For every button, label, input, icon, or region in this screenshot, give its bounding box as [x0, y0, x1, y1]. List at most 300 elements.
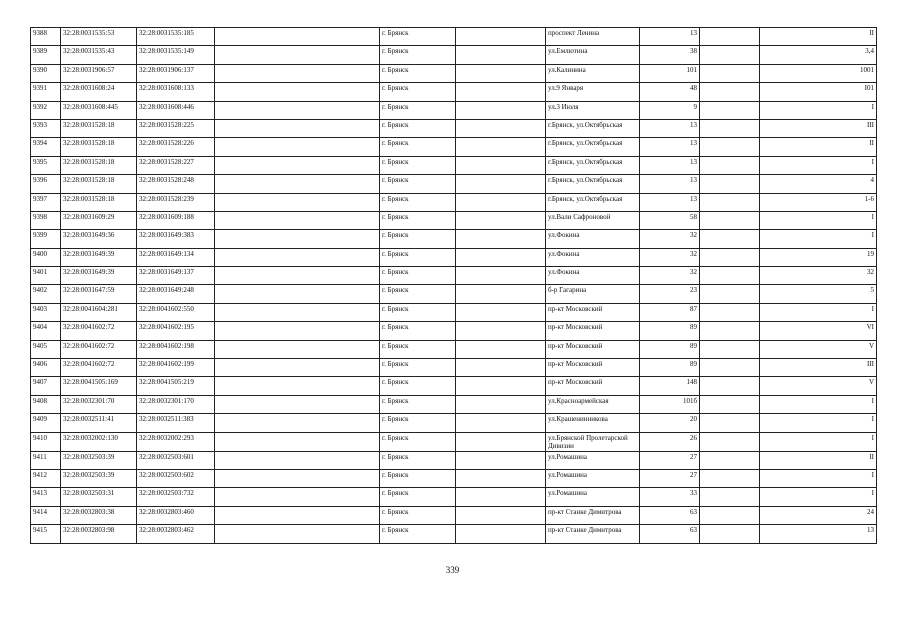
- row-number-cell: 9401: [31, 267, 61, 285]
- empty-cell: [215, 230, 380, 248]
- city-cell: г. Брянск: [380, 488, 456, 506]
- street-cell: ул.Фокина: [546, 248, 640, 266]
- house-cell: 13: [640, 193, 700, 211]
- object-cadastral-cell: 32:28:0032803:462: [137, 525, 215, 543]
- empty-cell: [456, 359, 546, 377]
- row-number-cell: 9399: [31, 230, 61, 248]
- empty-cell: [215, 303, 380, 321]
- city-cell: г. Брянск: [380, 506, 456, 524]
- empty-cell: [700, 138, 760, 156]
- premises-cell: I: [760, 488, 877, 506]
- object-cadastral-cell: 32:28:0031528:248: [137, 175, 215, 193]
- empty-cell: [456, 451, 546, 469]
- row-number-cell: 9397: [31, 193, 61, 211]
- empty-cell: [700, 267, 760, 285]
- table-row: [31, 193, 877, 211]
- empty-cell: [215, 119, 380, 137]
- object-cadastral-cell: 32:28:0032503:602: [137, 469, 215, 487]
- house-cell: 148: [640, 377, 700, 395]
- street-cell: ул.Калинина: [546, 64, 640, 82]
- object-cadastral-cell: 32:28:0032511:383: [137, 414, 215, 432]
- empty-cell: [215, 267, 380, 285]
- table-row: [31, 230, 877, 248]
- object-cadastral-cell: 32:28:0032803:460: [137, 506, 215, 524]
- row-number-cell: 9400: [31, 248, 61, 266]
- empty-cell: [700, 395, 760, 413]
- empty-cell: [700, 303, 760, 321]
- empty-cell: [456, 64, 546, 82]
- empty-cell: [456, 414, 546, 432]
- empty-cell: [215, 211, 380, 229]
- empty-cell: [700, 340, 760, 358]
- empty-cell: [215, 488, 380, 506]
- table-row: [31, 211, 877, 229]
- parcel-cadastral-cell: 32:28:0031608:24: [61, 83, 137, 101]
- empty-cell: [700, 230, 760, 248]
- empty-cell: [215, 414, 380, 432]
- table-row: [31, 119, 877, 137]
- street-cell: пр-кт Станке Димитрова: [546, 506, 640, 524]
- city-cell: г. Брянск: [380, 46, 456, 64]
- empty-cell: [456, 488, 546, 506]
- empty-cell: [215, 248, 380, 266]
- row-number-cell: 9389: [31, 46, 61, 64]
- empty-cell: [215, 101, 380, 119]
- city-cell: г. Брянск: [380, 119, 456, 137]
- row-number-cell: 9388: [31, 28, 61, 46]
- empty-cell: [456, 469, 546, 487]
- house-cell: 13: [640, 119, 700, 137]
- house-cell: 9: [640, 101, 700, 119]
- empty-cell: [456, 101, 546, 119]
- house-cell: 87: [640, 303, 700, 321]
- empty-cell: [700, 469, 760, 487]
- premises-cell: III: [760, 359, 877, 377]
- empty-cell: [456, 230, 546, 248]
- object-cadastral-cell: 32:28:0031528:239: [137, 193, 215, 211]
- city-cell: г. Брянск: [380, 340, 456, 358]
- empty-cell: [215, 64, 380, 82]
- city-cell: г. Брянск: [380, 211, 456, 229]
- empty-cell: [456, 138, 546, 156]
- city-cell: г. Брянск: [380, 432, 456, 451]
- row-number-cell: 9414: [31, 506, 61, 524]
- parcel-cadastral-cell: 32:28:0031528:18: [61, 193, 137, 211]
- house-cell: 32: [640, 267, 700, 285]
- table-row: [31, 359, 877, 377]
- empty-cell: [700, 156, 760, 174]
- table-row: [31, 340, 877, 358]
- row-number-cell: 9391: [31, 83, 61, 101]
- parcel-cadastral-cell: 32:28:0031528:18: [61, 175, 137, 193]
- street-cell: ул.3 Июля: [546, 101, 640, 119]
- object-cadastral-cell: 32:28:0032002:293: [137, 432, 215, 451]
- empty-cell: [456, 156, 546, 174]
- object-cadastral-cell: 32:28:0032301:170: [137, 395, 215, 413]
- premises-cell: I: [760, 432, 877, 451]
- empty-cell: [456, 175, 546, 193]
- empty-cell: [700, 377, 760, 395]
- empty-cell: [456, 303, 546, 321]
- city-cell: г. Брянск: [380, 175, 456, 193]
- city-cell: г. Брянск: [380, 469, 456, 487]
- empty-cell: [700, 211, 760, 229]
- parcel-cadastral-cell: 32:28:0031528:18: [61, 138, 137, 156]
- table-row: [31, 285, 877, 303]
- street-cell: ул.Емлютина: [546, 46, 640, 64]
- house-cell: 13: [640, 138, 700, 156]
- row-number-cell: 9396: [31, 175, 61, 193]
- street-cell: г.Брянск, ул.Октябрьская: [546, 156, 640, 174]
- street-cell: пр-кт Московский: [546, 322, 640, 340]
- empty-cell: [456, 340, 546, 358]
- street-cell: г.Брянск, ул.Октябрьская: [546, 119, 640, 137]
- empty-cell: [215, 451, 380, 469]
- empty-cell: [700, 451, 760, 469]
- table-row: [31, 506, 877, 524]
- empty-cell: [215, 469, 380, 487]
- empty-cell: [700, 506, 760, 524]
- empty-cell: [700, 525, 760, 543]
- table-row: [31, 451, 877, 469]
- city-cell: г. Брянск: [380, 414, 456, 432]
- table-row: [31, 395, 877, 413]
- premises-cell: I: [760, 211, 877, 229]
- street-cell: ул.Крашенинникова: [546, 414, 640, 432]
- object-cadastral-cell: 32:28:0031608:133: [137, 83, 215, 101]
- object-cadastral-cell: 32:28:0041505:219: [137, 377, 215, 395]
- empty-cell: [456, 285, 546, 303]
- object-cadastral-cell: 32:28:0031649:137: [137, 267, 215, 285]
- parcel-cadastral-cell: 32:28:0031609:29: [61, 211, 137, 229]
- parcel-cadastral-cell: 32:28:0032301:70: [61, 395, 137, 413]
- row-number-cell: 9408: [31, 395, 61, 413]
- table-row: [31, 83, 877, 101]
- object-cadastral-cell: 32:28:0032503:601: [137, 451, 215, 469]
- table-row: [31, 64, 877, 82]
- row-number-cell: 9390: [31, 64, 61, 82]
- parcel-cadastral-cell: 32:28:0031647:59: [61, 285, 137, 303]
- empty-cell: [456, 46, 546, 64]
- house-cell: 101: [640, 64, 700, 82]
- object-cadastral-cell: 32:28:0041602:550: [137, 303, 215, 321]
- parcel-cadastral-cell: 32:28:0041602:72: [61, 359, 137, 377]
- table-row: [31, 469, 877, 487]
- empty-cell: [456, 28, 546, 46]
- empty-cell: [700, 101, 760, 119]
- premises-cell: I: [760, 101, 877, 119]
- table-row: [31, 303, 877, 321]
- city-cell: г. Брянск: [380, 322, 456, 340]
- house-cell: 89: [640, 359, 700, 377]
- empty-cell: [700, 46, 760, 64]
- object-cadastral-cell: 32:28:0041602:199: [137, 359, 215, 377]
- table-row: [31, 322, 877, 340]
- row-number-cell: 9395: [31, 156, 61, 174]
- object-cadastral-cell: 32:28:0041602:198: [137, 340, 215, 358]
- house-cell: 13: [640, 156, 700, 174]
- empty-cell: [456, 432, 546, 451]
- row-number-cell: 9403: [31, 303, 61, 321]
- city-cell: г. Брянск: [380, 138, 456, 156]
- city-cell: г. Брянск: [380, 285, 456, 303]
- empty-cell: [700, 28, 760, 46]
- object-cadastral-cell: 32:28:0031649:134: [137, 248, 215, 266]
- empty-cell: [215, 432, 380, 451]
- street-cell: ул.Брянской Пролетарской Дивизии: [546, 432, 640, 451]
- table-row: [31, 46, 877, 64]
- city-cell: г. Брянск: [380, 267, 456, 285]
- street-cell: г.Брянск, ул.Октябрьская: [546, 193, 640, 211]
- table-row: [31, 525, 877, 543]
- parcel-cadastral-cell: 32:28:0031649:36: [61, 230, 137, 248]
- city-cell: г. Брянск: [380, 248, 456, 266]
- row-number-cell: 9405: [31, 340, 61, 358]
- parcel-cadastral-cell: 32:28:0041505:169: [61, 377, 137, 395]
- row-number-cell: 9409: [31, 414, 61, 432]
- parcel-cadastral-cell: 32:28:0031649:39: [61, 248, 137, 266]
- house-cell: 27: [640, 469, 700, 487]
- house-cell: 33: [640, 488, 700, 506]
- house-cell: 58: [640, 211, 700, 229]
- empty-cell: [215, 156, 380, 174]
- premises-cell: V: [760, 377, 877, 395]
- premises-cell: I: [760, 230, 877, 248]
- empty-cell: [215, 377, 380, 395]
- premises-cell: II: [760, 138, 877, 156]
- parcel-cadastral-cell: 32:28:0032803:98: [61, 525, 137, 543]
- street-cell: пр-кт Московский: [546, 377, 640, 395]
- premises-cell: II: [760, 451, 877, 469]
- object-cadastral-cell: 32:28:0031528:225: [137, 119, 215, 137]
- empty-cell: [456, 83, 546, 101]
- premises-cell: I: [760, 395, 877, 413]
- house-cell: 13: [640, 28, 700, 46]
- table-row: [31, 101, 877, 119]
- row-number-cell: 9411: [31, 451, 61, 469]
- parcel-cadastral-cell: 32:28:0041602:72: [61, 340, 137, 358]
- row-number-cell: 9413: [31, 488, 61, 506]
- empty-cell: [700, 175, 760, 193]
- empty-cell: [456, 322, 546, 340]
- object-cadastral-cell: 32:28:0031649:248: [137, 285, 215, 303]
- house-cell: 27: [640, 451, 700, 469]
- city-cell: г. Брянск: [380, 101, 456, 119]
- empty-cell: [700, 488, 760, 506]
- house-cell: 101б: [640, 395, 700, 413]
- empty-cell: [215, 340, 380, 358]
- street-cell: ул.Ромашина: [546, 451, 640, 469]
- empty-cell: [700, 64, 760, 82]
- table-row: [31, 488, 877, 506]
- city-cell: г. Брянск: [380, 377, 456, 395]
- parcel-cadastral-cell: 32:28:0031649:39: [61, 267, 137, 285]
- table-row: [31, 28, 877, 46]
- object-cadastral-cell: 32:28:0041602:195: [137, 322, 215, 340]
- city-cell: г. Брянск: [380, 64, 456, 82]
- empty-cell: [700, 119, 760, 137]
- premises-cell: 19: [760, 248, 877, 266]
- registry-table: [30, 27, 877, 544]
- premises-cell: 32: [760, 267, 877, 285]
- row-number-cell: 9392: [31, 101, 61, 119]
- premises-cell: II: [760, 28, 877, 46]
- page-number: 339: [445, 565, 460, 575]
- empty-cell: [215, 525, 380, 543]
- street-cell: ул.9 Января: [546, 83, 640, 101]
- street-cell: ул.Красноармейская: [546, 395, 640, 413]
- object-cadastral-cell: 32:28:0031528:227: [137, 156, 215, 174]
- premises-cell: 1-6: [760, 193, 877, 211]
- street-cell: ул.Ромашина: [546, 469, 640, 487]
- premises-cell: 1001: [760, 64, 877, 82]
- street-cell: пр-кт Московский: [546, 359, 640, 377]
- parcel-cadastral-cell: 32:28:0031906:57: [61, 64, 137, 82]
- table-body: [31, 28, 877, 544]
- row-number-cell: 9402: [31, 285, 61, 303]
- street-cell: проспект Ленина: [546, 28, 640, 46]
- object-cadastral-cell: 32:28:0031906:137: [137, 64, 215, 82]
- premises-cell: 4: [760, 175, 877, 193]
- empty-cell: [456, 377, 546, 395]
- street-cell: г.Брянск, ул.Октябрьская: [546, 175, 640, 193]
- street-cell: ул.Ромашина: [546, 488, 640, 506]
- parcel-cadastral-cell: 32:28:0032803:38: [61, 506, 137, 524]
- premises-cell: I: [760, 156, 877, 174]
- premises-cell: I: [760, 469, 877, 487]
- city-cell: г. Брянск: [380, 193, 456, 211]
- table-row: [31, 414, 877, 432]
- row-number-cell: 9410: [31, 432, 61, 451]
- street-cell: пр-кт Московский: [546, 340, 640, 358]
- street-cell: ул.Фокина: [546, 230, 640, 248]
- parcel-cadastral-cell: 32:28:0032503:31: [61, 488, 137, 506]
- city-cell: г. Брянск: [380, 451, 456, 469]
- parcel-cadastral-cell: 32:28:0041604:281: [61, 303, 137, 321]
- city-cell: г. Брянск: [380, 359, 456, 377]
- empty-cell: [215, 322, 380, 340]
- empty-cell: [215, 193, 380, 211]
- street-cell: б-р Гагарина: [546, 285, 640, 303]
- house-cell: 38: [640, 46, 700, 64]
- table-row: [31, 175, 877, 193]
- row-number-cell: 9406: [31, 359, 61, 377]
- empty-cell: [456, 267, 546, 285]
- row-number-cell: 9398: [31, 211, 61, 229]
- empty-cell: [456, 395, 546, 413]
- table-row: [31, 248, 877, 266]
- table-row: [31, 156, 877, 174]
- table-row: [31, 377, 877, 395]
- city-cell: г. Брянск: [380, 395, 456, 413]
- empty-cell: [700, 83, 760, 101]
- premises-cell: III: [760, 119, 877, 137]
- city-cell: г. Брянск: [380, 83, 456, 101]
- house-cell: 20: [640, 414, 700, 432]
- city-cell: г. Брянск: [380, 230, 456, 248]
- parcel-cadastral-cell: 32:28:0031535:53: [61, 28, 137, 46]
- parcel-cadastral-cell: 32:28:0032002:130: [61, 432, 137, 451]
- parcel-cadastral-cell: 32:28:0031535:43: [61, 46, 137, 64]
- parcel-cadastral-cell: 32:28:0032511:41: [61, 414, 137, 432]
- premises-cell: 13: [760, 525, 877, 543]
- street-cell: г.Брянск, ул.Октябрьская: [546, 138, 640, 156]
- premises-cell: V: [760, 340, 877, 358]
- empty-cell: [456, 193, 546, 211]
- street-cell: ул.Вали Сафроновой: [546, 211, 640, 229]
- empty-cell: [700, 432, 760, 451]
- premises-cell: 24: [760, 506, 877, 524]
- city-cell: г. Брянск: [380, 303, 456, 321]
- object-cadastral-cell: 32:28:0031535:149: [137, 46, 215, 64]
- empty-cell: [456, 248, 546, 266]
- object-cadastral-cell: 32:28:0031528:226: [137, 138, 215, 156]
- empty-cell: [456, 525, 546, 543]
- house-cell: 89: [640, 340, 700, 358]
- house-cell: 48: [640, 83, 700, 101]
- row-number-cell: 9407: [31, 377, 61, 395]
- row-number-cell: 9393: [31, 119, 61, 137]
- table-row: [31, 432, 877, 451]
- empty-cell: [215, 285, 380, 303]
- premises-cell: I: [760, 414, 877, 432]
- empty-cell: [215, 506, 380, 524]
- empty-cell: [456, 211, 546, 229]
- house-cell: 63: [640, 506, 700, 524]
- empty-cell: [215, 46, 380, 64]
- premises-cell: VI: [760, 322, 877, 340]
- house-cell: 23: [640, 285, 700, 303]
- city-cell: г. Брянск: [380, 525, 456, 543]
- empty-cell: [215, 28, 380, 46]
- empty-cell: [215, 83, 380, 101]
- street-cell: пр-кт Станке Димитрова: [546, 525, 640, 543]
- city-cell: г. Брянск: [380, 156, 456, 174]
- parcel-cadastral-cell: 32:28:0032503:39: [61, 451, 137, 469]
- house-cell: 26: [640, 432, 700, 451]
- parcel-cadastral-cell: 32:28:0041602:72: [61, 322, 137, 340]
- table-row: [31, 267, 877, 285]
- empty-cell: [215, 359, 380, 377]
- house-cell: 32: [640, 230, 700, 248]
- empty-cell: [700, 193, 760, 211]
- house-cell: 63: [640, 525, 700, 543]
- premises-cell: 3,4: [760, 46, 877, 64]
- empty-cell: [215, 138, 380, 156]
- empty-cell: [700, 414, 760, 432]
- empty-cell: [700, 285, 760, 303]
- table-row: [31, 138, 877, 156]
- object-cadastral-cell: 32:28:0031608:446: [137, 101, 215, 119]
- row-number-cell: 9404: [31, 322, 61, 340]
- row-number-cell: 9412: [31, 469, 61, 487]
- parcel-cadastral-cell: 32:28:0031528:18: [61, 119, 137, 137]
- street-cell: пр-кт Московский: [546, 303, 640, 321]
- premises-cell: I: [760, 303, 877, 321]
- row-number-cell: 9394: [31, 138, 61, 156]
- empty-cell: [700, 322, 760, 340]
- empty-cell: [700, 248, 760, 266]
- empty-cell: [215, 175, 380, 193]
- premises-cell: I01: [760, 83, 877, 101]
- object-cadastral-cell: 32:28:0031535:185: [137, 28, 215, 46]
- house-cell: 13: [640, 175, 700, 193]
- house-cell: 89: [640, 322, 700, 340]
- object-cadastral-cell: 32:28:0032503:732: [137, 488, 215, 506]
- object-cadastral-cell: 32:28:0031609:188: [137, 211, 215, 229]
- object-cadastral-cell: 32:28:0031649:383: [137, 230, 215, 248]
- empty-cell: [456, 506, 546, 524]
